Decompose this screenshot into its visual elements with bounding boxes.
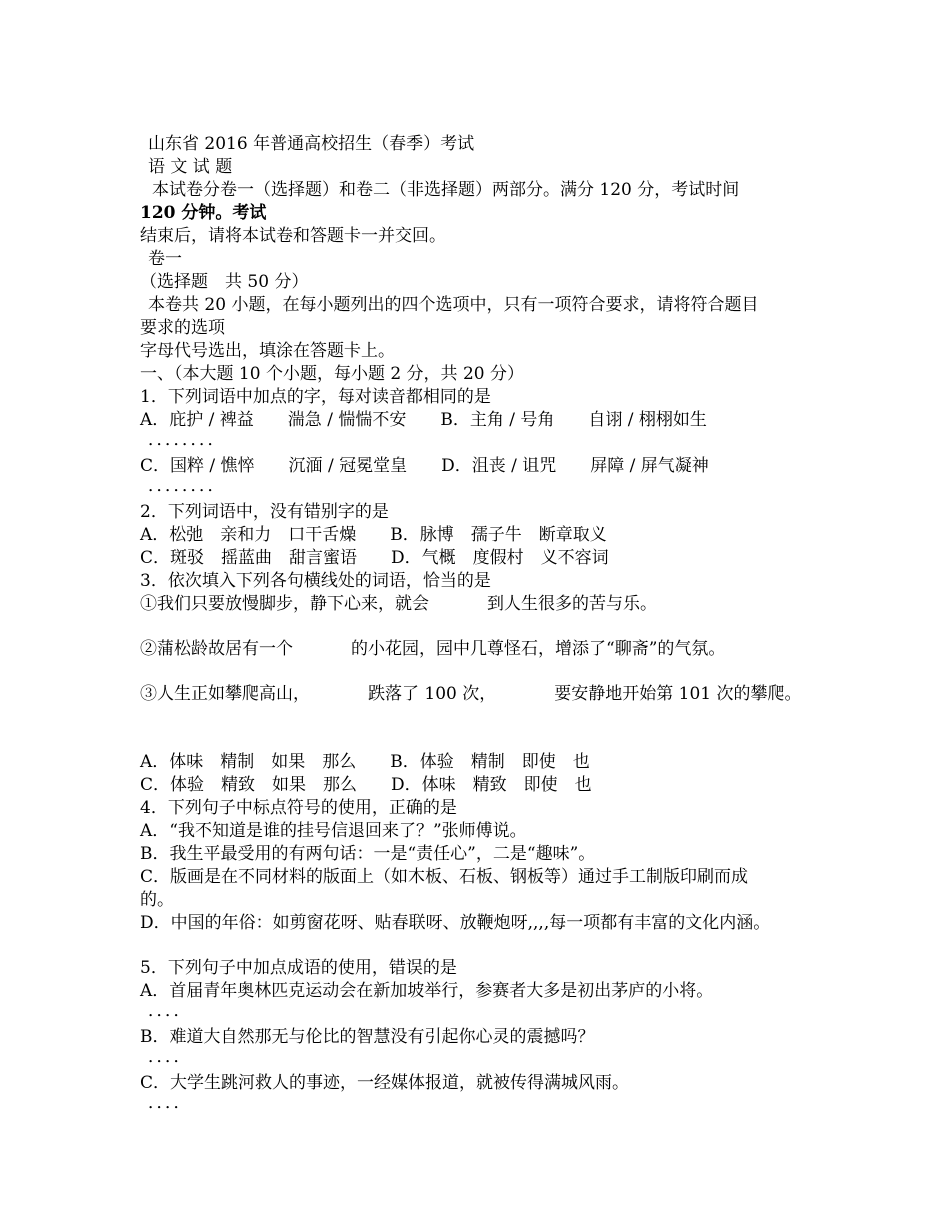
sentence-text: 的小花园，园中几尊怪石，增添了“聊斋”的气氛。 <box>351 639 726 659</box>
sentence-text: 到人生很多的苦与乐。 <box>487 594 657 614</box>
part-title: 卷一 <box>148 249 182 269</box>
question-stem: 3．依次填入下列各句横线处的词语，恰当的是 <box>140 571 491 591</box>
sentence-1 <box>140 593 840 616</box>
exam-page <box>140 133 840 1118</box>
option-line: A．松弛 亲和力 口干舌燥 B．脉博 孺子牛 断章取义 <box>140 525 607 545</box>
sentence-3 <box>140 683 840 706</box>
option-line: C．斑驳 摇蓝曲 甜言蜜语 D．气概 度假村 义不容词 <box>140 548 609 568</box>
emphasis-dots: ．．．． <box>148 1047 191 1067</box>
instruction-line: 字母代号选出，填涂在答题卡上。 <box>140 341 395 361</box>
question-stem: 4．下列句子中标点符号的使用，正确的是 <box>140 798 457 818</box>
sentence-text: ③人生正如攀爬高山， <box>140 684 310 704</box>
option-line: B．难道大自然那无与伦比的智慧没有引起你心灵的震撼吗？ <box>140 1027 595 1047</box>
emphasis-dots: ．．．．．．．． <box>148 476 225 496</box>
intro-line: 120 分钟。考试 <box>140 203 267 223</box>
intro-line: 结束后，请将本试卷和答题卡一并交回。 <box>140 226 446 246</box>
option-line: C．体验 精致 如果 那么 D．体味 精致 即使 也 <box>140 775 592 795</box>
option-line: A．体味 精制 如果 那么 B．体验 精制 即使 也 <box>140 752 590 772</box>
sentence-2 <box>140 638 840 661</box>
option-line: B．我生平最受用的有两句话：一是“责任心”，二是“趣味”。 <box>140 844 596 864</box>
option-line: A．首届青年奥林匹克运动会在新加坡举行，参赛者大多是初出茅庐的小将。 <box>140 981 714 1001</box>
option-line: A．庇护 / 裨益 湍急 / 惴惴不安 B．主角 / 号角 自诩 / 栩栩如生 <box>140 410 707 430</box>
question-stem: 1．下列词语中加点的字，每对读音都相同的是 <box>140 387 491 407</box>
option-line: C．大学生跳河救人的事迹，一经媒体报道，就被传得满城风雨。 <box>140 1073 630 1093</box>
option-line: 的。 <box>140 890 174 910</box>
intro-line: 本试卷分卷一（选择题）和卷二（非选择题）两部分。满分 120 分，考试时间 <box>152 180 740 200</box>
part-subtitle: （选择题 共 50 分） <box>140 272 309 292</box>
emphasis-dots: ．．．． <box>148 1093 191 1113</box>
emphasis-dots: ．．．．．．．． <box>148 430 225 450</box>
option-line: C．国粹 / 憔悴 沉湎 / 冠冕堂皇 D．沮丧 / 诅咒 屏障 / 屏气凝神 <box>140 456 709 476</box>
question-stem: 2．下列词语中，没有错别字的是 <box>140 502 389 522</box>
sentence-text: ②蒲松龄故居有一个 <box>140 639 293 659</box>
option-line: D．中国的年俗：如剪窗花呀、贴春联呀、放鞭炮呀,,,,每一项都有丰富的文化内涵。 <box>140 913 771 933</box>
question-stem: 5．下列句子中加点成语的使用，错误的是 <box>140 958 457 978</box>
emphasis-dots: ．．．． <box>148 1001 191 1021</box>
subject-title: 语 文 试 题 <box>148 157 233 177</box>
instruction-line: 本卷共 20 小题，在每小题列出的四个选项中，只有一项符合要求，请将符合题目 <box>148 295 759 315</box>
section-heading: 一、（本大题 10 个小题，每小题 2 分，共 20 分） <box>140 364 525 384</box>
sentence-text: 要安静地开始第 101 次的攀爬。 <box>554 684 802 704</box>
exam-title: 山东省 2016 年普通高校招生（春季）考试 <box>148 134 475 154</box>
option-line: A．“我不知道是谁的挂号信退回来了？”张师傅说。 <box>140 821 527 841</box>
option-line: C．版画是在不同材料的版面上（如木板、石板、钢板等）通过手工制版印刷而成 <box>140 867 749 887</box>
instruction-line: 要求的选项 <box>140 318 225 338</box>
sentence-text: ①我们只要放慢脚步，静下心来，就会 <box>140 594 429 614</box>
sentence-text: 跌落了 100 次， <box>368 684 497 704</box>
